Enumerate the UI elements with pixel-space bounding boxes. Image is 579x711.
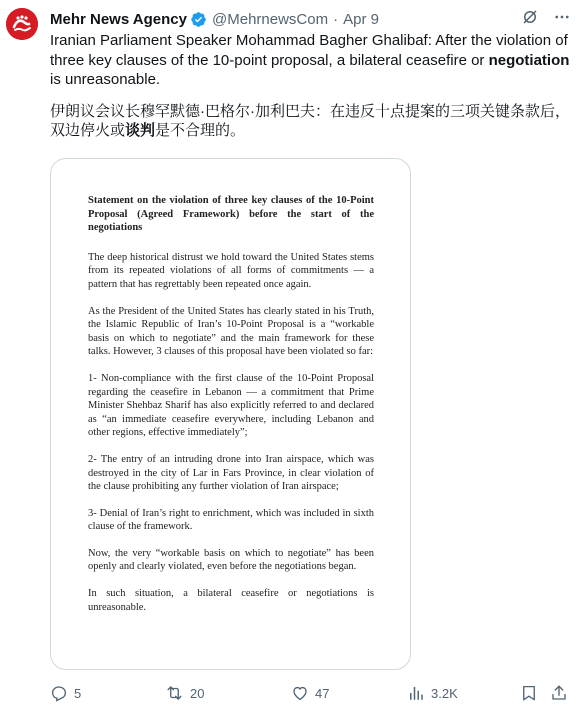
document-paragraph: The deep historical distrust we hold toward the United States stems from its repeated violations of all forms of commitments — a pattern that has regrettably been repeated once again. [88,251,374,290]
like-count: 47 [315,685,330,701]
reply-icon [50,684,68,702]
tweet-text [50,31,572,141]
document-paragraph: In such situation, a bilateral ceasefire or negotiations is unreasonable. [88,588,374,613]
document-paragraph: As the President of the United States has clearly stated in his Truth, the Islamic Republic of Iran’s 10-Point Proposal is a “workable basis on which to negotiate” and the main framework for these talks. However, 3 clauses of this proposal have been violated so far: [88,305,374,358]
views-icon [407,684,425,702]
bookmark-icon [520,684,538,702]
media-attachment[interactable] [50,158,411,670]
text-segment: is unreasonable. [50,71,161,88]
tweet-header [50,8,571,30]
author-handle[interactable]: @MehrnewsCom [212,10,329,28]
more-icon[interactable] [553,8,571,30]
separator-dot: · [333,10,339,28]
action-bar [50,683,572,703]
repost-count: 20 [190,685,205,701]
document-paragraph: Now, the very “workable basis on which to negotiate” has been openly and clearly violated, even before the negotiations began. [88,547,374,573]
document-title: Statement on the violation of three key clauses of the 10-Point Proposal (Agreed Framework) before the start of the negotiations [88,195,374,234]
mehr-logo-icon [6,8,38,40]
views-count: 3.2K [431,685,458,701]
text-segment: 是不合理的。 [155,122,246,139]
text-segment: Iranian Parliament Speaker Mohammad Bagher Ghalibaf: After the violation of three key clauses of the 10-point proposal, a bilateral ceasefire or [50,32,568,69]
like-button[interactable] [291,684,407,702]
bold-keyword: 谈判 [125,122,156,139]
document-paragraph: 2- The entry of an intruding drone into Iran airspace, which was destroyed in the city of Lar in Fars Province, in clear violation of the clause prohibiting any further violation of Iran airspace; [88,453,374,493]
document-paragraph: 3- Denial of Iran’s right to enrichment, which was included in sixth clause of the framework. [88,507,374,533]
document-image [88,194,374,627]
reply-button[interactable] [50,684,165,702]
author-name[interactable]: Mehr News Agency [50,10,187,28]
reply-count: 5 [74,685,82,701]
repost-icon [165,684,184,702]
views-button[interactable] [407,684,520,702]
like-icon [291,684,309,702]
tweet-text-chinese [50,102,572,141]
tweet-text-english [50,31,572,90]
text-segment: 伊朗议会议长穆罕默德·巴格尔·加利巴夫：在违反十点提案的三项关键条款后，双边停火或 [50,102,570,139]
verified-badge-icon [190,11,207,28]
avatar[interactable] [6,8,38,40]
share-button[interactable] [550,684,570,702]
tweet-date[interactable]: Apr 9 [343,10,379,28]
share-icon [550,684,568,702]
bold-keyword: negotiation [488,51,570,69]
grok-icon[interactable] [521,8,539,30]
bookmark-button[interactable] [520,684,550,702]
repost-button[interactable] [165,684,291,702]
document-paragraph: 1- Non-compliance with the first clause of the 10-Point Proposal regarding the ceasefire in Lebanon — a commitment that Prime Minister Shehbaz Sharif has also explicitly referred to and declared as “an immediate ceasefire everywhere, including Lebanon and other regions, effective immediately”; [88,372,374,439]
